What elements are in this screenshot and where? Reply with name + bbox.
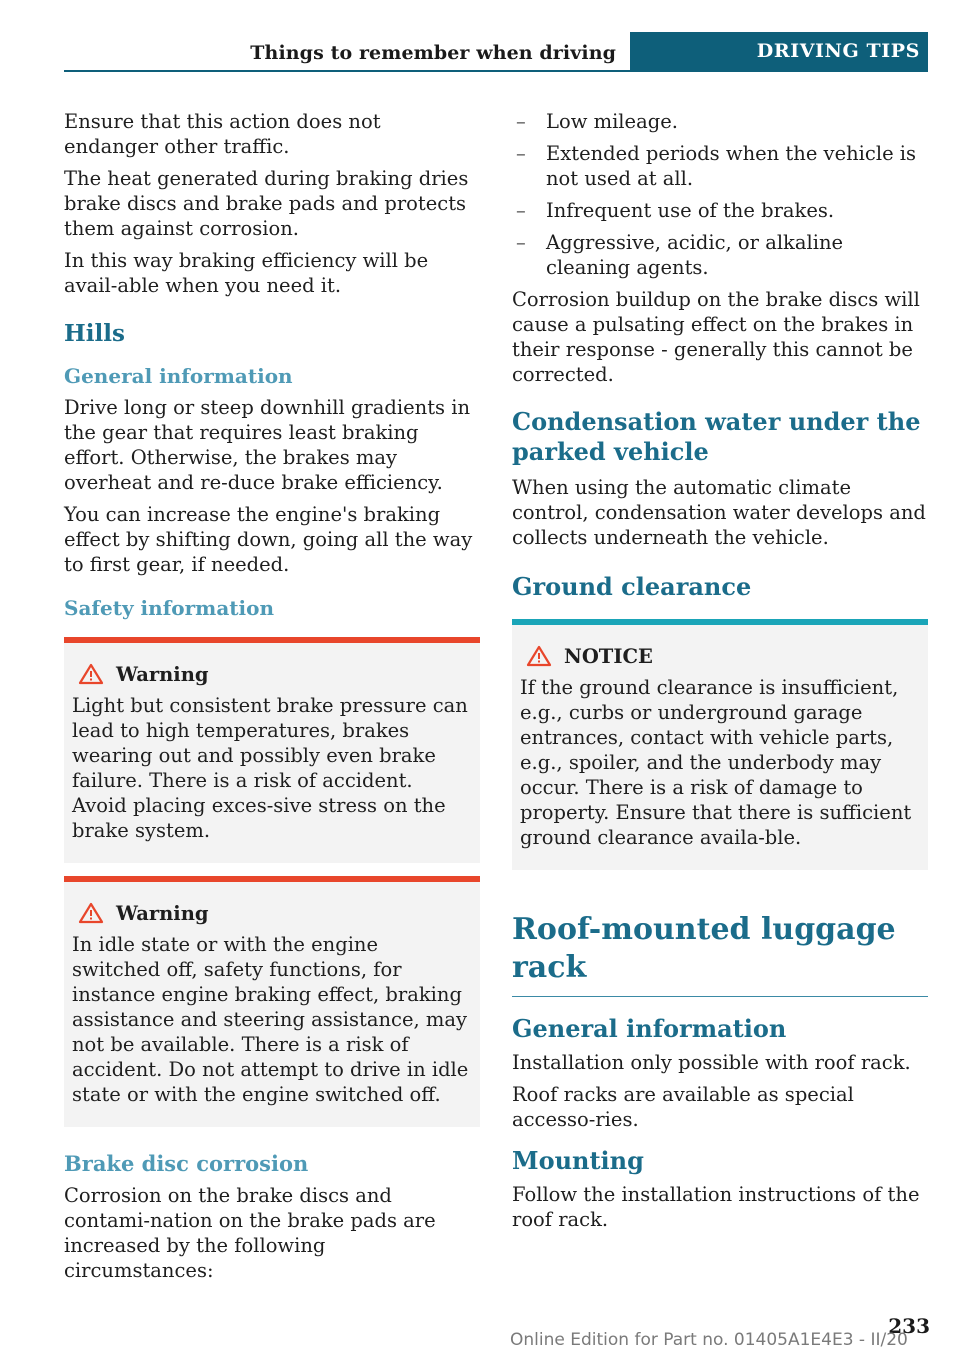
notice-text: If the ground clearance is insufficient, e.g., curbs or underground garage entrances, contact with vehicle parts, e.g., spoiler, and the underbody may occur. There is a risk of damage to property. Ensure that there is sufficient ground clearance availa-ble. xyxy=(520,676,912,849)
paragraph: Ensure that this action does not endanger other traffic. xyxy=(64,110,381,158)
warning-box xyxy=(64,876,480,1127)
page-footer xyxy=(510,1314,930,1350)
heading-rule xyxy=(512,996,928,997)
list-item: – Extended periods when the vehicle is not used at all. xyxy=(516,142,917,190)
subheading-general-information: General information xyxy=(512,1014,787,1043)
header-rule xyxy=(64,70,928,72)
dash-bullet: – xyxy=(516,231,526,254)
notice-label: NOTICE xyxy=(564,644,653,668)
section-title: Things to remember when driving xyxy=(250,42,616,64)
warning-header xyxy=(72,661,472,687)
dash-bullet: – xyxy=(516,199,526,222)
list-item: – Low mileage. xyxy=(516,110,678,133)
left-column xyxy=(64,109,480,1290)
heading-condensation-water: Condensation water under the parked vehicle xyxy=(512,407,921,466)
paragraph: Corrosion on the brake discs and contami-nation on the brake pads are increased by the following circumstances: xyxy=(64,1184,436,1282)
heading-hills: Hills xyxy=(64,320,125,347)
heading-ground-clearance: Ground clearance xyxy=(512,572,752,601)
subheading-safety-information: Safety information xyxy=(64,596,275,620)
heading-roof-mounted-luggage-rack: Roof-mounted luggage rack xyxy=(512,912,896,985)
paragraph: Drive long or steep downhill gradients in the gear that requires least braking effort. Otherwise, the brakes may overheat and re-duce brake efficiency. xyxy=(64,396,471,494)
warning-text: In idle state or with the engine switched off, safety functions, for instance engine braking effect, braking assistance and steering assistance, may not be available. There is a risk of accident. Do not attempt to drive in idle state or with the engine switched off. xyxy=(72,933,469,1106)
list-item: – Aggressive, acidic, or alkaline cleaning agents. xyxy=(516,231,844,279)
dash-bullet: – xyxy=(516,142,526,165)
paragraph: In this way braking efficiency will be avail-able when you need it. xyxy=(64,249,429,297)
paragraph: When using the automatic climate control, condensation water develops and collects underneath the vehicle. xyxy=(512,476,926,549)
paragraph: You can increase the engine's braking effect by shifting down, going all the way to first gear, if needed. xyxy=(64,503,473,576)
notice-box xyxy=(512,619,928,870)
list-item: – Infrequent use of the brakes. xyxy=(516,199,835,222)
warning-label: Warning xyxy=(116,662,209,686)
warning-triangle-icon xyxy=(78,663,104,685)
page-number: 233 xyxy=(888,1314,930,1338)
subheading-brake-disc-corrosion: Brake disc corrosion xyxy=(64,1151,309,1176)
circumstance-list xyxy=(512,109,928,280)
subheading-general-information: General information xyxy=(64,364,293,388)
paragraph: Installation only possible with roof rack. xyxy=(512,1051,911,1074)
page-header xyxy=(64,32,928,72)
warning-triangle-icon xyxy=(526,645,552,667)
warning-triangle-icon xyxy=(78,902,104,924)
warning-box xyxy=(64,637,480,863)
right-column xyxy=(512,109,928,1239)
paragraph: The heat generated during braking dries brake discs and brake pads and protects them against corrosion. xyxy=(64,167,469,240)
notice-header xyxy=(520,643,920,669)
warning-header xyxy=(72,900,472,926)
paragraph: Corrosion buildup on the brake discs will cause a pulsating effect on the brakes in their response - generally this cannot be corrected. xyxy=(512,288,920,386)
dash-bullet: – xyxy=(516,110,526,133)
warning-text: Light but consistent brake pressure can lead to high temperatures, brakes wearing out and possibly even brake failure. There is a risk of accident. Avoid placing exces-sive stress on the brake system. xyxy=(72,694,468,842)
paragraph: Follow the installation instructions of the roof rack. xyxy=(512,1183,920,1231)
warning-label: Warning xyxy=(116,901,209,925)
chapter-label: DRIVING TIPS xyxy=(630,32,928,70)
paragraph: Roof racks are available as special accesso-ries. xyxy=(512,1083,854,1131)
subheading-mounting: Mounting xyxy=(512,1146,644,1175)
edition-note: Online Edition for Part no. 01405A1E4E3 - II/20 xyxy=(510,1330,908,1350)
